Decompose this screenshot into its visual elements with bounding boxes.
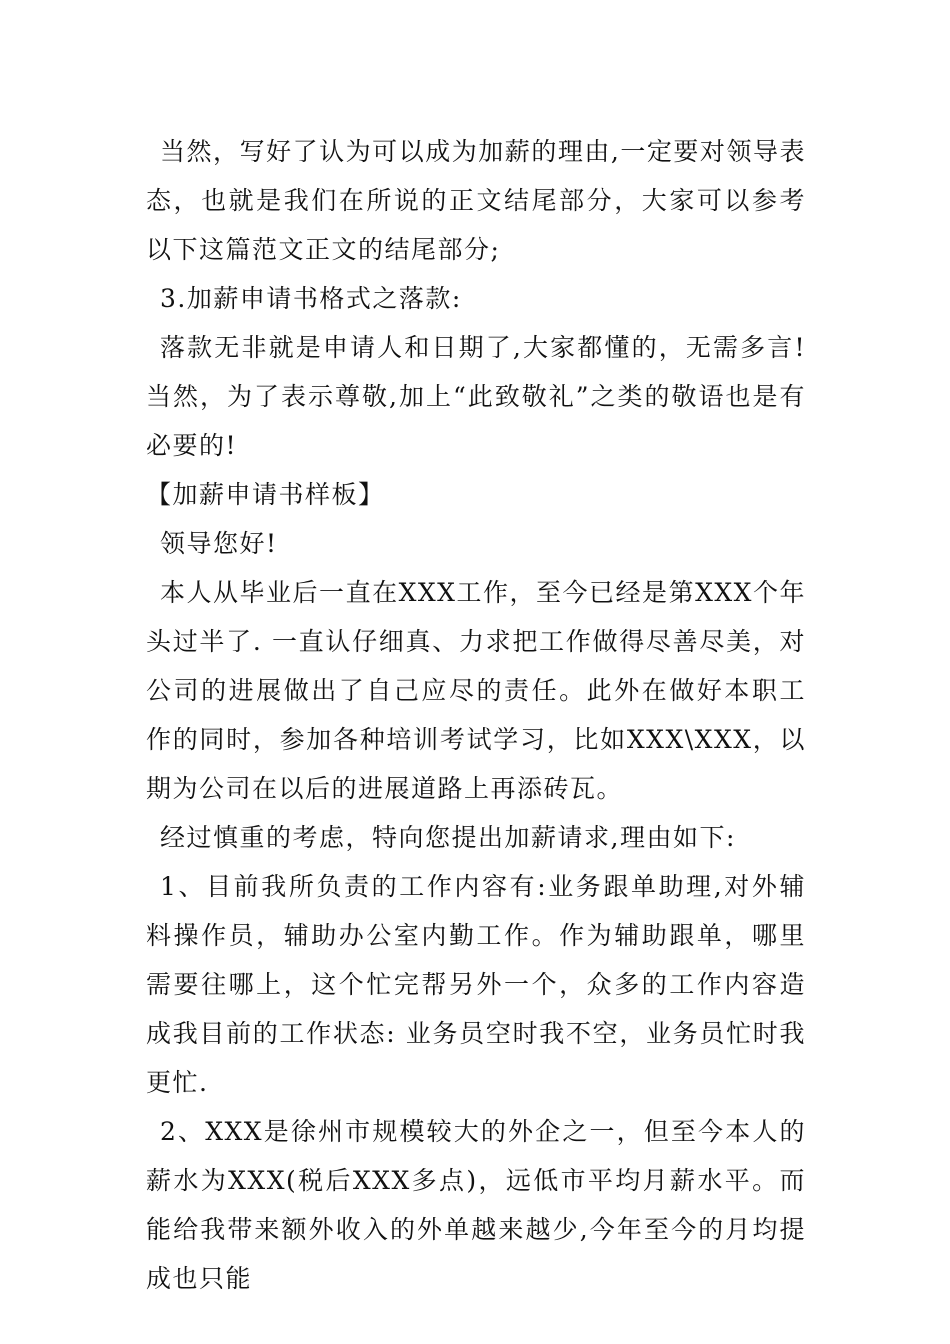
paragraph-work-history: 本人从毕业后一直在XXX工作，至今已经是第XXX个年头过半了. 一直认仔细真、力求把工作做得尽善尽美，对公司的进展做出了自己应尽的责任。此外在做好本职工作的同时，参加各种培训考试学习，比如XXX\XXX，以期为公司在以后的进展道路上再添砖瓦。 [146, 578, 806, 803]
salutation: 领导您好! [160, 529, 278, 558]
paragraph-signature-explanation: 落款无非就是申请人和日期了,大家都懂的，无需多言!当然，为了表示尊敬,加上“此致敬礼”之类的敬语也是有必要的! [146, 333, 806, 460]
reason-item-2: 2、XXX是徐州市规模较大的外企之一，但至今本人的薪水为XXX(税后XXX多点)，远低市平均月薪水平。而能给我带来额外收入的外单越来越少,今年至今的月均提成也只能 [146, 1117, 806, 1293]
paragraph-signature-heading: 3.加薪申请书格式之落款: [160, 284, 462, 313]
paragraph-request-intro: 经过慎重的考虑，特向您提出加薪请求,理由如下: [160, 823, 736, 852]
reason-item-1: 1、目前我所负责的工作内容有:业务跟单助理,对外辅料操作员，辅助办公室内勤工作。作为辅助跟单，哪里需要往哪上，这个忙完帮另外一个，众多的工作内容造成我目前的工作状态: 业务员空时我不空，业务员忙时我更忙. [146, 872, 806, 1097]
paragraph-closing-advice: 当然，写好了认为可以成为加薪的理由,一定要对领导表态，也就是我们在所说的正文结尾部分，大家可以参考以下这篇范文正文的结尾部分; [146, 137, 806, 264]
sample-title: 【加薪申请书样板】 [146, 480, 385, 509]
document-body [146, 127, 806, 1303]
